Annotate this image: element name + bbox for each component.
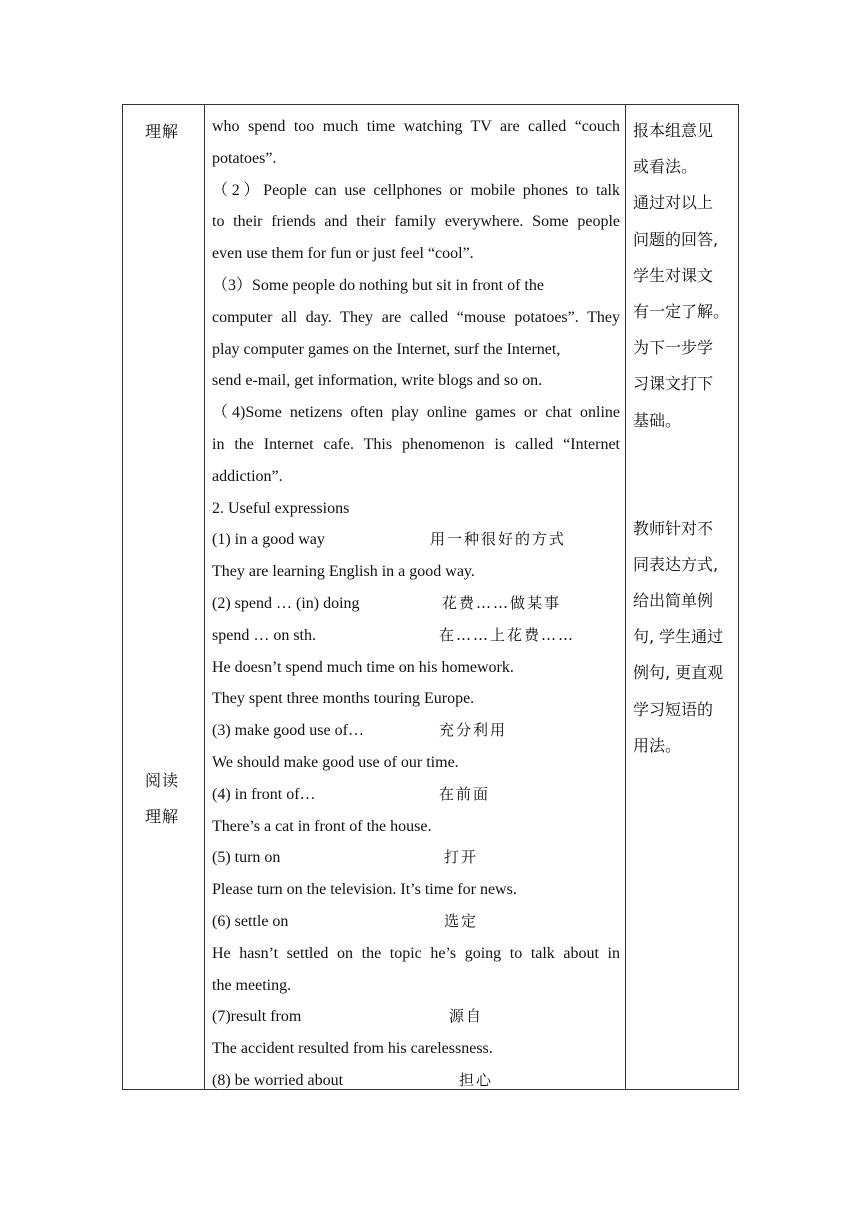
notes-block-method (633, 511, 733, 764)
content-line (212, 365, 620, 397)
note-line: 或看法。 (633, 157, 698, 177)
content-line (212, 397, 620, 429)
content-line (212, 524, 620, 556)
chinese-meaning: 打开 (444, 848, 479, 867)
note-line: 基础。 (633, 410, 682, 430)
english-text: addiction”. (212, 467, 283, 485)
note-line: 通过对以上 (633, 193, 714, 213)
note-line: 教师针对不 (633, 518, 714, 538)
english-text: (3) make good use of… (212, 722, 364, 740)
english-text: (6) settle on (212, 912, 289, 930)
chinese-meaning: 在前面 (439, 784, 491, 803)
english-text: even use them for fun or just feel “cool”. (212, 245, 474, 263)
note-line: 学生对课文 (633, 265, 714, 285)
english-text: （2）People can use cellphones or mobile phones to talk (212, 181, 620, 199)
english-text: He hasn’t settled on the topic he’s going to talk about in (212, 944, 620, 962)
content-line (212, 938, 620, 970)
english-text: （4)Some netizens often play online games or chat online (212, 404, 620, 422)
content-line (212, 970, 620, 1002)
content-line (212, 556, 620, 588)
note-line: 习课文打下 (633, 374, 714, 394)
content-line (212, 111, 620, 143)
content-column (212, 111, 620, 1097)
stage-column (123, 105, 205, 1089)
english-text: (5) turn on (212, 849, 281, 867)
content-line (212, 906, 620, 938)
chinese-meaning: 源自 (449, 1007, 484, 1026)
english-text: to their friends and their family everywhere. Some people (212, 213, 620, 231)
english-text: (8) be worried about (212, 1071, 344, 1089)
stage-label-top: 理解 (145, 122, 180, 141)
content-line (212, 1001, 620, 1033)
note-line: 同表达方式, (633, 554, 719, 574)
column-divider-2 (625, 105, 626, 1089)
content-line (212, 811, 620, 843)
content-line (212, 652, 620, 684)
content-line (212, 1033, 620, 1065)
english-text: computer all day. They are called “mouse potatoes”. They (212, 308, 620, 326)
english-text: potatoes”. (212, 149, 277, 167)
lesson-table (122, 104, 739, 1090)
english-text: play computer games on the Internet, surf the Internet, (212, 340, 561, 358)
note-line: 用法。 (633, 735, 682, 755)
content-line (212, 429, 620, 461)
chinese-meaning: 花费……做某事 (442, 593, 562, 612)
content-line (212, 206, 620, 238)
content-line (212, 747, 620, 779)
stage-label-reading-1: 阅读 (145, 771, 180, 790)
content-line (212, 334, 620, 366)
note-line: 为下一步学 (633, 338, 714, 358)
content-line (212, 779, 620, 811)
note-line: 学习短语的 (633, 699, 714, 719)
content-line (212, 588, 620, 620)
english-text: who spend too much time watching TV are called “couch (212, 118, 620, 135)
english-text: There’s a cat in front of the house. (212, 817, 432, 835)
note-line: 给出简单例 (633, 591, 714, 611)
content-line (212, 620, 620, 652)
english-text: send e-mail, get information, write blogs and so on. (212, 372, 543, 390)
content-line (212, 874, 620, 906)
english-text: in the Internet cafe. This phenomenon is called “Internet (212, 435, 620, 453)
english-text: (4) in front of… (212, 785, 316, 803)
english-text: （3）Some people do nothing but sit in front of the (212, 276, 544, 294)
note-line: 报本组意见 (633, 121, 714, 140)
note-line: 问题的回答, (633, 229, 719, 249)
stage-label-reading-2: 理解 (145, 807, 180, 826)
chinese-meaning: 选定 (444, 911, 479, 930)
english-text: (1) in a good way (212, 531, 325, 549)
content-line (212, 842, 620, 874)
english-text: (2) spend … (in) doing (212, 594, 360, 612)
english-text: We should make good use of our time. (212, 753, 459, 771)
note-line: 句, 学生通过 (633, 627, 724, 647)
english-text: They spent three months touring Europe. (212, 690, 475, 708)
note-line: 有一定了解。 (633, 301, 730, 321)
content-line (212, 238, 620, 270)
english-text: The accident resulted from his carelessness. (212, 1040, 493, 1058)
notes-column (633, 113, 733, 764)
chinese-meaning: 担心 (459, 1070, 494, 1089)
english-text: Please turn on the television. It’s time for news. (212, 881, 517, 899)
content-line (212, 175, 620, 207)
note-line: 例句, 更直观 (633, 663, 724, 683)
notes-block-purpose (633, 113, 733, 439)
english-text: They are learning English in a good way. (212, 563, 475, 581)
content-line (212, 493, 620, 525)
content-line (212, 143, 620, 175)
english-text: spend … on sth. (212, 626, 316, 644)
content-line (212, 1065, 620, 1097)
content-line (212, 270, 620, 302)
english-text: 2. Useful expressions (212, 499, 350, 517)
english-text: (7)result from (212, 1008, 302, 1026)
chinese-meaning: 在……上花费…… (439, 625, 576, 644)
content-line (212, 683, 620, 715)
content-line (212, 461, 620, 493)
content-line (212, 715, 620, 747)
chinese-meaning: 用一种很好的方式 (430, 530, 567, 549)
chinese-meaning: 充分利用 (439, 721, 508, 740)
content-line (212, 302, 620, 334)
english-text: He doesn’t spend much time on his homework. (212, 658, 514, 676)
english-text: the meeting. (212, 976, 292, 994)
